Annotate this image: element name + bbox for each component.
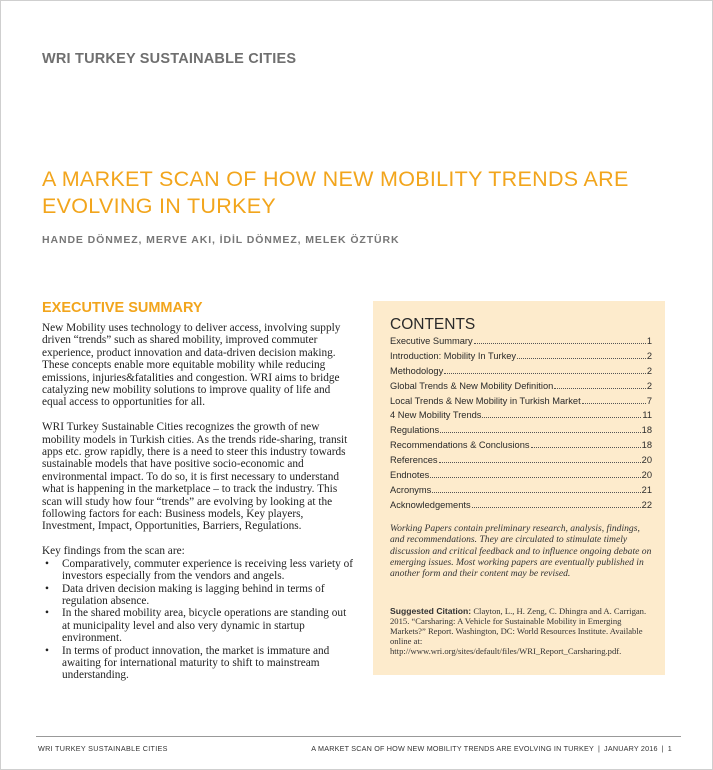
contents-sidebar: [373, 301, 665, 675]
dot-leader: [430, 468, 640, 478]
toc-entry-page: 2: [646, 365, 652, 376]
toc-entry[interactable]: [390, 483, 652, 498]
toc-entry[interactable]: [390, 334, 652, 349]
bullet: •: [45, 644, 49, 657]
toc-entry-page: 18: [641, 425, 652, 436]
toc-entry-page: 7: [646, 395, 652, 406]
key-finding-text: Data driven decision making is lagging behind in terms of regulation absence.: [62, 582, 325, 607]
toc-entry[interactable]: [390, 379, 652, 394]
bullet: •: [45, 582, 49, 595]
toc-entry-page: 22: [641, 499, 652, 510]
dot-leader: [444, 364, 646, 374]
toc-entry-label: Acknowledgements: [390, 499, 471, 510]
toc-entry-page: 20: [641, 470, 652, 481]
footer-separator: |: [661, 744, 664, 753]
executive-summary-body: [42, 322, 357, 682]
list-item: [42, 607, 357, 644]
footer-date: JANUARY 2016: [604, 744, 658, 753]
dot-leader: [474, 334, 646, 344]
key-findings-intro: Key findings from the scan are:: [42, 545, 185, 558]
footer-info: [311, 744, 672, 753]
toc-entry-label: Acronyms: [390, 484, 432, 495]
key-finding-text: Comparatively, commuter experience is receiving less variety of investors especially from the vendors and angels.: [62, 557, 353, 583]
bullet: •: [45, 607, 49, 620]
toc-entry-page: 2: [646, 380, 652, 391]
dot-leader: [432, 483, 640, 493]
footer-title: A MARKET SCAN OF HOW NEW MOBILITY TRENDS ARE EVOLVING IN TURKEY: [311, 744, 594, 753]
suggested-citation: [390, 606, 652, 656]
author-list: HANDE DÖNMEZ, MERVE AKI, İDİL DÖNMEZ, MELEK ÖZTÜRK: [42, 234, 400, 246]
list-item: [42, 583, 357, 608]
toc-entry[interactable]: [390, 498, 652, 513]
toc-entry-label: Endnotes: [390, 470, 430, 481]
contents-heading: CONTENTS: [390, 316, 476, 333]
summary-paragraph: New Mobility uses technology to deliver access, involving supply driven “trends” such as shared mobility, improved commuter experience, product innovation and data-driven decision making. These concepts enable more equitable mobility while reducing emissions, injuries&fatalities and congestion. WRI aims to bridge catalyzing new mobility solutions to improve quality of life and equal access to opportunities for all.: [42, 322, 341, 409]
toc-entry-page: 18: [641, 440, 652, 451]
toc-entry-label: Global Trends & New Mobility Definition: [390, 380, 554, 391]
dot-leader: [531, 438, 641, 448]
citation-label: Suggested Citation:: [390, 606, 472, 616]
toc-entry-page: 2: [646, 350, 652, 361]
dot-leader: [439, 453, 641, 463]
citation-text: Clayton, L., H. Zeng, C. Dhingra and A. Carrigan. 2015. “Carsharing: A Vehicle for Sustainable Mobility in Emerging Markets?” Report. Washington, DC: World Resources Institute. Available online at: http://www.wri.org/sites/default/files/WRI_Report_Carsharing.pdf.: [390, 606, 647, 657]
key-finding-text: In the shared mobility area, bicycle operations are standing out at municipality level and also very dynamic in startup environment.: [62, 607, 347, 645]
toc-entry-label: 4 New Mobility Trends: [390, 410, 482, 421]
toc-entry-label: Recommendations & Conclusions: [390, 440, 530, 451]
footer-divider: [36, 736, 681, 737]
document-title: [42, 166, 682, 220]
toc-entry[interactable]: [390, 349, 652, 364]
footer-series: WRI TURKEY SUSTAINABLE CITIES: [38, 744, 168, 753]
dot-leader: [554, 379, 646, 389]
toc-entry[interactable]: [390, 423, 652, 438]
toc-entry[interactable]: [390, 394, 652, 409]
toc-entry-label: Regulations: [390, 425, 440, 436]
toc-entry[interactable]: [390, 364, 652, 379]
footer-separator: |: [597, 744, 601, 753]
title-line-1: A MARKET SCAN OF HOW NEW MOBILITY TRENDS ARE: [42, 167, 629, 191]
toc-entry-label: Executive Summary: [390, 336, 473, 346]
dot-leader: [482, 408, 641, 418]
dot-leader: [582, 394, 646, 404]
toc-entry[interactable]: [390, 408, 652, 423]
toc-entry-label: Introduction: Mobility In Turkey: [390, 350, 517, 361]
working-papers-note: Working Papers contain preliminary research, analysis, findings, and recommendations. They are circulated to stimulate timely discussion and critical feedback and to influence ongoing debate on emerging issues. Most working papers are eventually published in another form and their content may be revised.: [390, 523, 652, 580]
table-of-contents: [390, 334, 652, 513]
list-item: [42, 558, 357, 583]
executive-summary-heading: EXECUTIVE SUMMARY: [42, 300, 203, 316]
summary-paragraph: WRI Turkey Sustainable Cities recognizes the growth of new mobility models in Turkish cities. As the trends ride-sharing, transit apps etc. grow rapidly, there is a need to steer this industry towards sustainable models that have positive socio-economic and environmental impact. To do so, it is first necessary to understand what is happening in the marketplace – to track the industry. This scan will study how four “trends” are evolving by looking at the following factors for each: Business models, Key players, Investment, Impact, Opportunities, Barriers, Regulations.: [42, 421, 348, 533]
toc-entry-page: 21: [641, 484, 652, 495]
toc-entry-label: Methodology: [390, 365, 444, 376]
key-finding-text: In terms of product innovation, the market is immature and awaiting for international maturity to shift to mainstream understanding.: [62, 644, 330, 682]
dot-leader: [517, 349, 646, 359]
toc-entry[interactable]: [390, 468, 652, 483]
toc-entry-page: 20: [641, 455, 652, 466]
dot-leader: [440, 423, 641, 433]
series-name: WRI TURKEY SUSTAINABLE CITIES: [42, 51, 297, 67]
list-item: [42, 645, 357, 682]
toc-entry[interactable]: [390, 438, 652, 453]
toc-entry[interactable]: [390, 453, 652, 468]
dot-leader: [472, 498, 641, 508]
title-line-2: EVOLVING IN TURKEY: [42, 194, 276, 218]
bullet: •: [45, 557, 49, 570]
toc-entry-page: 11: [642, 410, 652, 421]
toc-entry-page: 1: [646, 336, 652, 346]
toc-entry-label: Local Trends & New Mobility in Turkish Market: [390, 395, 581, 406]
page-number: 1: [667, 744, 672, 753]
toc-entry-label: References: [390, 455, 438, 466]
key-findings-list: [42, 558, 357, 682]
